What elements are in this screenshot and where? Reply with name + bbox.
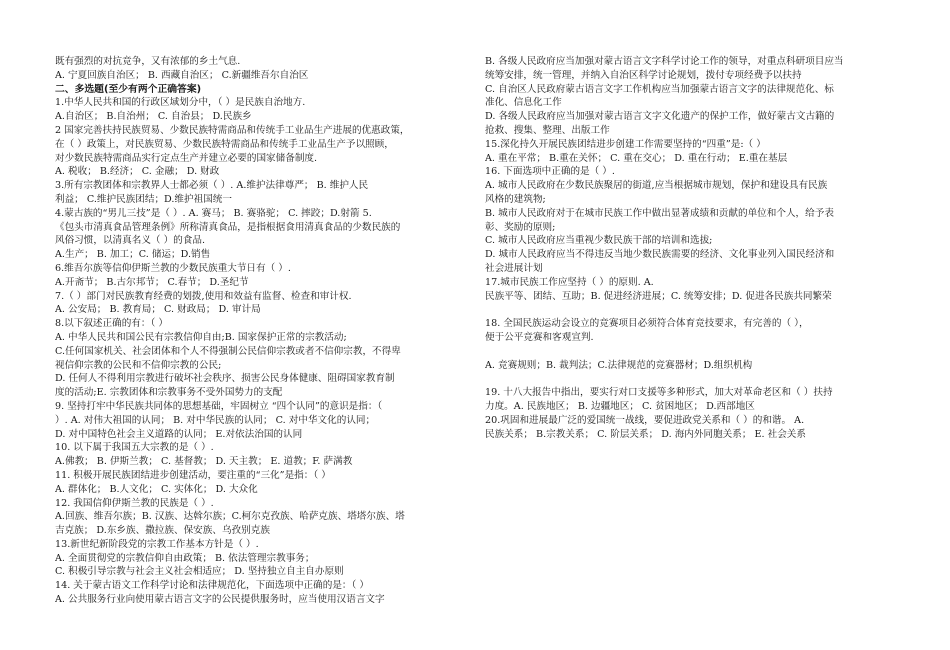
text-line: 10. 以下属于我国五大宗教的是（ ）.: [55, 442, 214, 454]
text-line: 风格的建筑物;: [485, 193, 546, 205]
text-line: [485, 345, 887, 359]
text-line: A. 城市人民政府在少数民族聚居的街道,应当根据城市规划，保护和建设具有民族: [485, 180, 828, 192]
text-line: C. 城市人民政府应当重视少数民族干部的培训和选拔;: [485, 235, 713, 247]
text-line: 力度。A. 民族地区； B. 边疆地区； C. 贫困地区； D.西部地区: [485, 400, 755, 412]
text-line: D. 任何人不得利用宗教进行破坏社会秩序、损害公民身体健康、阻碍国家教育制: [55, 373, 395, 385]
text-line: 12. 我国信仰伊斯兰教的民族是（ ）.: [55, 497, 214, 509]
text-line: A. 宁夏回族自治区； B. 西藏自治区； C.新疆维吾尔自治区: [55, 69, 309, 81]
text-line: 利益； C.维护民族团结；D.维护祖国统一: [55, 193, 232, 205]
text-line: 13.新世纪新阶段党的宗教工作基本方针是（ ）.: [55, 538, 259, 550]
text-line: 社会进展计划: [485, 262, 543, 274]
text-line: C.任何国家机关、社会团体和个人不得强制公民信仰宗教或者不信仰宗教，不得卑: [55, 345, 401, 357]
text-line: 1.中华人民共和国的行政区域划分中，（ ）是民族自治地方.: [55, 97, 306, 109]
text-line: 11. 积极开展民族团结进步创建活动，要注重的“三化”是指：（ ）: [55, 469, 331, 481]
text-line: 风俗习惯，以清真名义（ ）的食品.: [55, 235, 206, 247]
text-line: 19. 十八大报告中指出，要实行对口支援等多种形式，加大对革命老区和（ ）扶持: [485, 387, 833, 399]
text-line: 在（ ）政策上，对民族贸易、少数民族特需商品和传统手工业品生产予以照顾，: [55, 138, 394, 150]
text-line: 7.（ ）部门对民族教育经费的划拨,使用和效益有监督、检查和审计权.: [55, 290, 352, 302]
text-line: 15.深化持久开展民族团结进步创建工作需要坚持的“四重”是:（ ）: [485, 138, 766, 150]
left-column: [55, 55, 447, 607]
text-line: 6.维吾尔族等信仰伊斯兰教的少数民族重大节日有（ ）.: [55, 262, 291, 274]
text-line: A. 重在平常； B.重在关怀； C. 重在交心； D. 重在行动； E.重在基层: [485, 152, 788, 164]
text-line: 准化、信息化工作: [485, 97, 562, 109]
text-line: A.开斋节； B.古尔邦节； C.春节； D.圣纪节: [55, 276, 249, 288]
text-line: A. 税收； B.经济； C. 金融； D. 财政: [55, 166, 220, 178]
text-line: B. 城市人民政府对于在城市民族工作中做出显著成绩和贡献的单位和个人，给予表: [485, 207, 834, 219]
text-line: 吉克族； D.东乡族、撒拉族、保安族、乌孜别克族: [55, 525, 270, 537]
text-line: D. 各级人民政府应当加强对蒙古语言文字文化遗产的保护工作，做好蒙古文古籍的: [485, 111, 835, 123]
text-line: 二、多选题(至少有两个正确答案): [55, 83, 202, 95]
text-line: 民族平等、团结、互助；B. 促进经济进展；C. 统筹安排；D. 促进各民族共同繁荣: [485, 290, 832, 302]
text-line: 抢救、搜集、整理、出版工作: [485, 124, 610, 136]
text-line: 民族关系； B.宗教关系； C. 阶层关系； D. 海内外同胞关系； E. 社会关系: [485, 428, 806, 440]
text-line: [485, 303, 887, 317]
text-line: 既有强烈的对抗竞争，又有浓郁的乡土气息.: [55, 56, 241, 67]
text-line: A. 公安局； B. 教育局； C. 财政局； D. 审计局: [55, 304, 261, 316]
text-line: ）. A. 对伟大祖国的认同； B. 对中华民族的认同； C. 对中华文化的认同；: [55, 414, 376, 426]
text-line: A.自治区； B.自治州； C. 自治县； D.民族乡: [55, 111, 252, 123]
text-line: C. 自治区人民政府蒙古语言文字工作机构应当加强蒙古语言文字的法律规范化、标: [485, 83, 834, 95]
text-line: A. 中华人民共和国公民有宗教信仰自由;B. 国家保护正常的宗教活动;: [55, 331, 347, 343]
text-line: D. 城市人民政府应当不得违反当地少数民族需要的经济、文化事业列入国民经济和: [485, 249, 835, 261]
text-line: 3.所有宗教团体和宗教界人士都必须（ ）. A.维护法律尊严； B. 维护人民: [55, 180, 369, 192]
text-line: 《包头市清真食品管理条例》所称清真食品，是指根据食用清真食品的少数民族的: [55, 221, 401, 233]
text-line: 14. 关于蒙古语文工作科学讨论和法律规范化，下面选项中正确的是：（ ）: [55, 580, 369, 592]
text-line: 便于公平竞赛和客观宣判.: [485, 331, 594, 343]
text-line: 8.以下叙述正确的有：（ ）: [55, 318, 168, 330]
text-line: 17.城市民族工作应坚持（ ）的原则. A.: [485, 276, 654, 288]
text-line: 9. 坚持打牢中华民族共同体的思想基础，牢固树立 “四个认同”的意识是指：（: [55, 400, 383, 412]
text-line: 4.蒙古族的“男儿三技”是（ ）. A. 赛马； B. 赛骆驼； C. 摔跤；D.射箭 5.: [55, 207, 372, 219]
text-line: 2 国家完善扶持民族贸易、少数民族特需商品和传统手工业品生产进展的优惠政策，: [55, 124, 410, 136]
text-line: A. 公共服务行业向使用蒙古语言文字的公民提供服务时，应当使用汉语言文字: [55, 594, 385, 606]
text-line: B. 各级人民政府应当加强对蒙古语言文字科学讨论工作的领导，对重点科研项目应当: [485, 56, 844, 67]
text-line: 18. 全国民族运动会设立的竞赛项目必须符合体育竞技要求，有完善的（ ），: [485, 318, 809, 330]
text-line: C. 积极引导宗教与社会主义社会相适应； D. 坚持独立自主自办原则: [55, 566, 344, 578]
right-column: [485, 55, 887, 441]
text-line: [485, 372, 887, 386]
text-line: 彰、奖励的原则;: [485, 221, 556, 233]
text-line: A. 群体化； B.人文化； C. 实体化； D. 大众化: [55, 483, 258, 495]
text-line: 对少数民族特需商品实行定点生产并建立必要的国家储备制度.: [55, 152, 318, 164]
text-line: A. 全面贯彻党的宗教信仰自由政策； B. 依法管理宗教事务；: [55, 552, 315, 564]
text-line: A. 竞赛规则；B. 裁判法；C.法律规范的竞赛器材；D.组织机构: [485, 359, 753, 371]
text-line: 16. 下面选项中正确的是（ ）.: [485, 166, 615, 178]
text-line: A.生产； B. 加工；C. 储运；D.销售: [55, 249, 211, 261]
text-line: A.回族、维吾尔族；B. 汉族、达斡尔族；C.柯尔克孜族、哈萨克族、塔塔尔族、塔: [55, 511, 405, 523]
text-line: A.佛教； B. 伊斯兰教； C. 基督教； D. 天主教； E. 道教；F. 萨满教: [55, 456, 353, 468]
text-line: 20.巩固和进展最广泛的爱国统一战线，要促进政党关系和（ ）的和谐。 A.: [485, 414, 805, 426]
text-line: 度的活动;E. 宗教团体和宗教事务不受外国势力的支配: [55, 387, 283, 399]
text-line: D. 对中国特色社会主义道路的认同； E.对依法治国的认同: [55, 428, 303, 440]
text-line: 视信仰宗教的公民和不信仰宗教的公民;: [55, 359, 222, 371]
text-line: 统筹安排，统一管理，并纳入自治区科学讨论规划，拨付专项经费予以扶持: [485, 69, 802, 81]
